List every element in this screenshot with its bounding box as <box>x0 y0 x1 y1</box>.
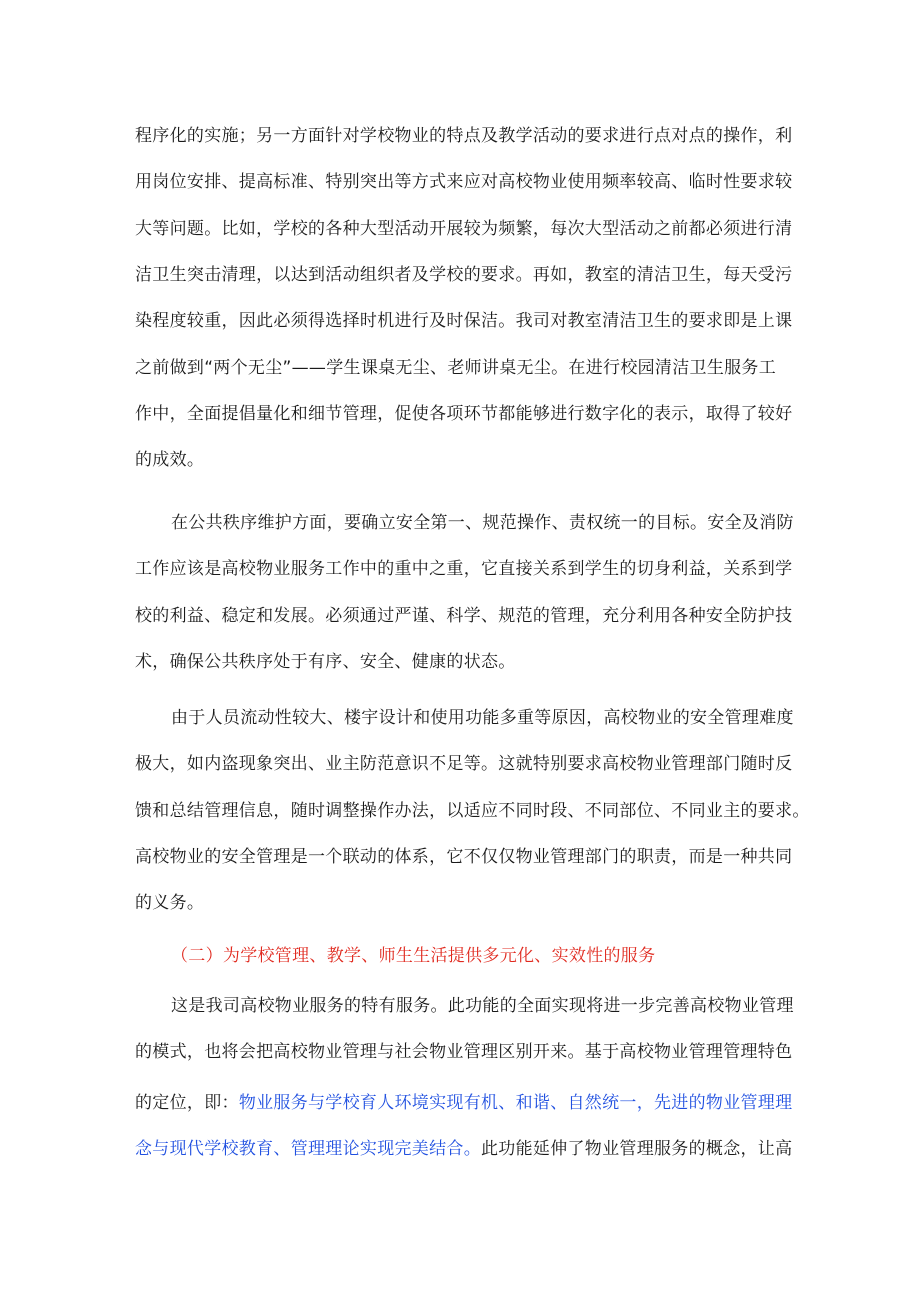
paragraph-4-line-1: 这是我司高校物业服务的特有服务。此功能的全面实现将进一步完善高校物业管理 <box>171 996 794 1016</box>
paragraph-1-line-8: 的成效。 <box>135 450 205 470</box>
paragraph-2-line-3: 校的利益、稳定和发展。必须通过严谨、科学、规范的管理，充分利用各种安全防护技 <box>135 606 793 626</box>
paragraph-3-line-5: 的义务。 <box>135 893 205 913</box>
paragraph-4-line-3-prefix: 的定位，即： <box>135 1093 239 1113</box>
paragraph-1-line-1: 程序化的实施；另一方面针对学校物业的特点及教学活动的要求进行点对点的操作，利 <box>135 126 793 146</box>
paragraph-1-line-6: 之前做到“两个无尘”——学生课桌无尘、老师讲桌无尘。在进行校园清洁卫生服务工 <box>135 358 777 378</box>
paragraph-3-line-4: 高校物业的安全管理是一个联动的体系，它不仅仅物业管理部门的职责，而是一种共同 <box>135 847 793 867</box>
paragraph-3-line-2: 极大，如内盗现象突出、业主防范意识不足等。这就特别要求高校物业管理部门随时反 <box>135 754 793 774</box>
paragraph-2-line-4: 术，确保公共秩序处于有序、安全、健康的状态。 <box>135 652 516 672</box>
paragraph-4-line-3 <box>135 1091 795 1115</box>
paragraph-2-line-2: 工作应该是高校物业服务工作中的重中之重，它直接关系到学生的切身利益，关系到学 <box>135 559 793 579</box>
paragraph-1-line-2: 用岗位安排、提高标准、特别突出等方式来应对高校物业使用频率较高、临时性要求较 <box>135 172 793 192</box>
paragraph-3-line-3: 馈和总结管理信息，随时调整操作办法，以适应不同时段、不同部位、不同业主的要求。 <box>135 801 810 821</box>
paragraph-4-line-4 <box>135 1137 795 1161</box>
section-heading: （二）为学校管理、教学、师生生活提供多元化、实效性的服务 <box>171 946 656 966</box>
paragraph-4-line-2: 的模式，也将会把高校物业管理与社会物业管理区别开来。基于高校物业管理管理特色 <box>135 1042 793 1062</box>
paragraph-1-line-3: 大等问题。比如，学校的各种大型活动开展较为频繁，每次大型活动之前都必须进行清 <box>135 219 793 239</box>
paragraph-2-line-1: 在公共秩序维护方面，要确立安全第一、规范操作、责权统一的目标。安全及消防 <box>171 513 794 533</box>
paragraph-4-line-4-suffix: 此功能延伸了物业管理服务的概念，让高 <box>481 1139 793 1159</box>
highlighted-text: 念与现代学校教育、管理理论实现完美结合。 <box>135 1139 481 1159</box>
paragraph-1-line-5: 染程度较重，因此必须得选择时机进行及时保洁。我司对教室清洁卫生的要求即是上课 <box>135 311 793 331</box>
paragraph-1-line-7: 作中，全面提倡量化和细节管理，促使各项环节都能够进行数字化的表示，取得了较好 <box>135 404 793 424</box>
paragraph-3-line-1: 由于人员流动性较大、楼宇设计和使用功能多重等原因，高校物业的安全管理难度 <box>171 708 794 728</box>
highlighted-text: 物业服务与学校育人环境实现有机、和谐、自然统一，先进的物业管理理 <box>238 1093 793 1113</box>
paragraph-1-line-4: 洁卫生突击清理，以达到活动组织者及学校的要求。再如，教室的清洁卫生，每天受污 <box>135 265 793 285</box>
